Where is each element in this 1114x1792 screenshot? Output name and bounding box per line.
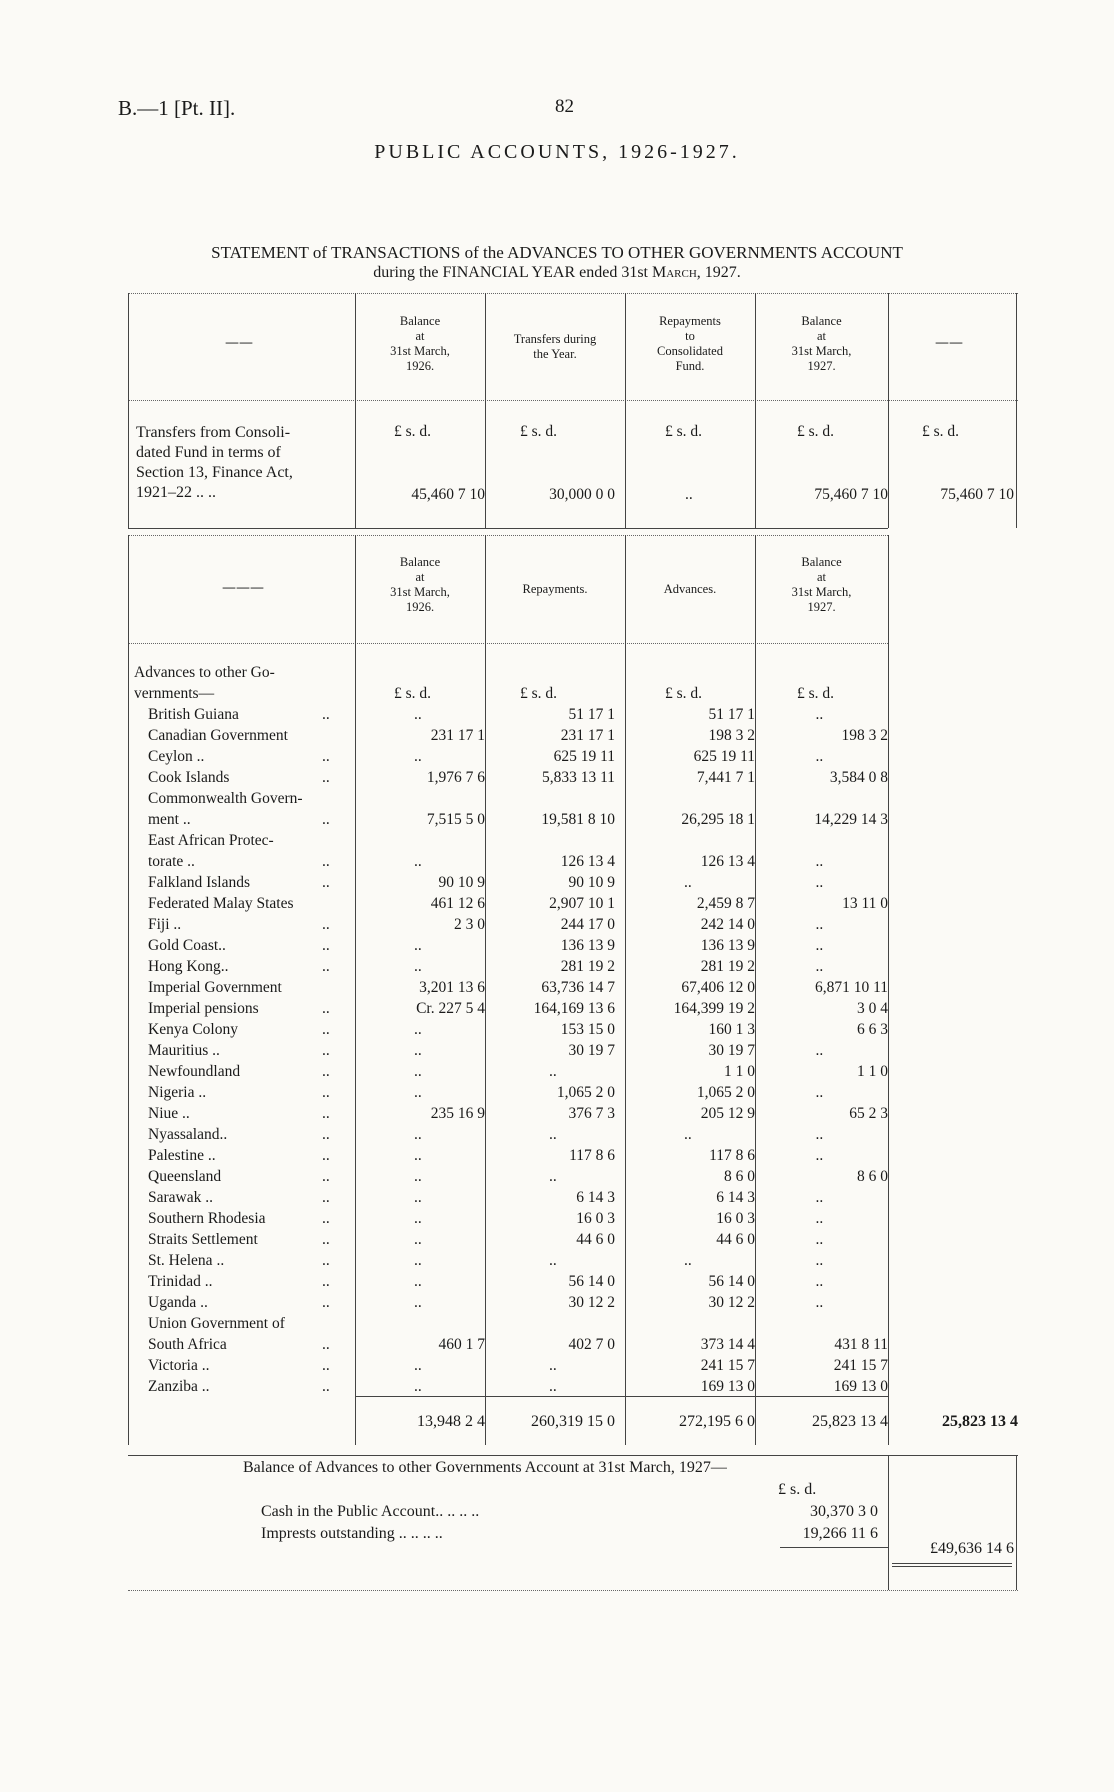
- row-balance-1926: ..: [414, 1042, 422, 1059]
- row-advances: 164,399 19 2: [673, 1000, 755, 1017]
- row-leader-dots: ..: [322, 1231, 330, 1248]
- row-advances: 117 8 6: [709, 1147, 755, 1164]
- table1-dash-left: ——: [225, 335, 253, 351]
- row-advances: 30 12 2: [708, 1294, 755, 1311]
- row-balance-1926: 2 3 0: [454, 916, 485, 933]
- row-leader-dots: ..: [322, 1168, 330, 1185]
- row-leader-dots: ..: [322, 874, 330, 891]
- row-advances: ..: [684, 1126, 692, 1143]
- table2-colhead-advances: Advances.: [663, 582, 717, 596]
- row-advances: ..: [684, 1252, 692, 1269]
- lsd-header: £ s. d.: [665, 685, 703, 702]
- balance-total-underline: [892, 1566, 1012, 1567]
- row-name: Falkland Islands: [148, 874, 251, 891]
- row-advances: 625 19 11: [693, 748, 755, 765]
- row-balance-1927: 1 1 0: [857, 1063, 888, 1080]
- balance-col-divider: [888, 1455, 889, 1590]
- table-row: [0, 748, 1114, 769]
- row-name: South Africa: [148, 1336, 227, 1353]
- lsd-header: £ s. d.: [922, 423, 960, 440]
- row-balance-1927: 169 13 0: [833, 1378, 888, 1395]
- row-advances: 26,295 18 1: [681, 811, 755, 828]
- row-balance-1927: ..: [815, 853, 824, 870]
- table1-colhead-balance-1926: Balance at 31st March, 1926.: [390, 314, 450, 373]
- table-row: [0, 1042, 1114, 1063]
- row-balance-1927: 14,229 14 3: [814, 811, 888, 828]
- cash-label: Cash in the Public Account.. .. .. ..: [261, 1503, 480, 1520]
- row-name: Ceylon ..: [148, 748, 205, 765]
- row-advances: 8 6 0: [724, 1168, 755, 1185]
- row-leader-dots: ..: [322, 1147, 330, 1164]
- row-repayments: 126 13 4: [560, 853, 615, 870]
- row-name: Palestine ..: [148, 1147, 216, 1164]
- table-row: [0, 874, 1114, 895]
- subtitle-part-a: during the FINANCIAL YEAR ended 31st: [373, 264, 652, 281]
- total-balance-1926: 13,948 2 4: [417, 1413, 485, 1430]
- lsd-header: £ s. d.: [394, 685, 432, 702]
- row-name: Victoria ..: [148, 1357, 210, 1374]
- table1-col-divider: [485, 293, 486, 528]
- lsd-header: £ s. d.: [797, 423, 835, 440]
- row-name: Fiji ..: [148, 916, 182, 933]
- row-name: Cook Islands: [148, 769, 230, 786]
- row-leader-dots: ..: [322, 1357, 330, 1374]
- row-balance-1927: ..: [815, 1147, 824, 1164]
- t1-balance-1927: 75,460 7 10: [814, 486, 888, 503]
- row-advances: 198 3 2: [708, 727, 755, 744]
- lsd-header: £ s. d.: [520, 685, 558, 702]
- row-balance-1927: ..: [815, 1273, 824, 1290]
- table-row: [0, 1105, 1114, 1126]
- balance-top-rule: [128, 1455, 1018, 1456]
- row-balance-1926: ..: [414, 1231, 422, 1248]
- row-balance-1926: 235 16 9: [430, 1105, 485, 1122]
- row-balance-1926: 231 17 1: [430, 727, 485, 744]
- table1-bottom-rule: [128, 528, 888, 529]
- balance-col-divider: [1016, 1455, 1017, 1590]
- row-balance-1926: ..: [414, 1252, 422, 1269]
- row-balance-1926: ..: [414, 1147, 422, 1164]
- table-row: [0, 1336, 1114, 1357]
- table1-col-divider: [1016, 293, 1017, 528]
- table-row: [0, 1084, 1114, 1105]
- table-row: [0, 1168, 1114, 1189]
- row-name: Hong Kong..: [148, 958, 229, 975]
- t1-total: 75,460 7 10: [940, 486, 1014, 503]
- row-balance-1926: ..: [414, 958, 422, 975]
- table-row: [0, 853, 1114, 874]
- row-advances: 56 14 0: [708, 1273, 755, 1290]
- row-repayments: ..: [549, 1378, 557, 1395]
- table-row: [0, 1357, 1114, 1378]
- t1-transfers: 30,000 0 0: [549, 486, 615, 503]
- row-balance-1926: ..: [414, 1021, 422, 1038]
- row-balance-1927: ..: [815, 958, 824, 975]
- row-leader-dots: ..: [322, 748, 330, 765]
- row-repayments: 376 7 3: [568, 1105, 615, 1122]
- row-balance-1927: ..: [815, 706, 824, 723]
- row-leader-dots: ..: [322, 958, 330, 975]
- row-repayments: 1,065 2 0: [556, 1084, 615, 1101]
- row-repayments: 30 19 7: [568, 1042, 615, 1059]
- row-name: Niue ..: [148, 1105, 190, 1122]
- row-balance-1927: ..: [815, 1252, 824, 1269]
- row-name: British Guiana: [148, 706, 239, 723]
- row-repayments: 90 10 9: [568, 874, 615, 891]
- row-balance-1926: 460 1 7: [438, 1336, 485, 1353]
- table-row: [0, 811, 1114, 832]
- row-advances: 242 14 0: [700, 916, 755, 933]
- table2-dash-left: ———: [222, 580, 264, 596]
- row-balance-1927: ..: [815, 874, 824, 891]
- row-balance-1926: 7,515 5 0: [426, 811, 485, 828]
- row-balance-1926: ..: [414, 1063, 422, 1080]
- lsd-header: £ s. d.: [394, 423, 432, 440]
- balance-total: £49,636 14 6: [930, 1540, 1014, 1557]
- row-balance-1927: ..: [815, 1126, 824, 1143]
- row-leader-dots: ..: [322, 1063, 330, 1080]
- row-name: St. Helena ..: [148, 1252, 225, 1269]
- row-balance-1927: ..: [815, 916, 824, 933]
- row-balance-1927: ..: [815, 1189, 824, 1206]
- table-row: [0, 1252, 1114, 1273]
- row-leader-dots: ..: [322, 1189, 330, 1206]
- cash-value: 30,370 3 0: [810, 1503, 878, 1520]
- row-repayments: 136 13 9: [560, 937, 615, 954]
- table2-colhead-balance-1926: Balance at 31st March, 1926.: [390, 555, 450, 614]
- row-balance-1926: ..: [414, 937, 422, 954]
- table-row: [0, 1294, 1114, 1315]
- table-row: [0, 916, 1114, 937]
- row-balance-1926: 461 12 6: [430, 895, 485, 912]
- row-repayments: 153 15 0: [560, 1021, 615, 1038]
- row-balance-1926: ..: [414, 1084, 422, 1101]
- row-repayments: 30 12 2: [568, 1294, 615, 1311]
- table-row: [0, 1021, 1114, 1042]
- row-balance-1926: ..: [414, 706, 422, 723]
- row-name: Federated Malay States: [148, 895, 294, 912]
- row-balance-1926: ..: [414, 1273, 422, 1290]
- row-leader-dots: ..: [322, 1021, 330, 1038]
- row-repayments: 19,581 8 10: [541, 811, 615, 828]
- row-name: torate ..: [148, 853, 195, 870]
- row-name: Trinidad ..: [148, 1273, 213, 1290]
- row-advances: 205 12 9: [700, 1105, 755, 1122]
- row-name: Nigeria ..: [148, 1084, 207, 1101]
- table-row: [0, 832, 1114, 853]
- balance-total-underline: [892, 1563, 1012, 1564]
- page-bottom-rule: [128, 1590, 1018, 1591]
- row-leader-dots: ..: [322, 1084, 330, 1101]
- statement-subtitle: [0, 264, 1114, 282]
- row-name: Uganda ..: [148, 1294, 208, 1311]
- table2-colhead-balance-1927: Balance at 31st March, 1927.: [791, 555, 852, 614]
- table1-col-divider: [888, 293, 889, 528]
- t1-repayments: ..: [685, 486, 693, 503]
- row-balance-1926: ..: [414, 853, 422, 870]
- table-row: [0, 937, 1114, 958]
- row-leader-dots: ..: [322, 706, 330, 723]
- balance-sum-rule: [780, 1547, 888, 1548]
- row-name: ment ..: [148, 811, 191, 828]
- row-balance-1927: 3 0 4: [857, 1000, 888, 1017]
- table-row: [0, 895, 1114, 916]
- row-balance-1927: 8 6 0: [857, 1168, 888, 1185]
- row-advances: 67,406 12 0: [681, 979, 755, 996]
- row-balance-1926: 3,201 13 6: [419, 979, 485, 996]
- row-advances: 169 13 0: [700, 1378, 755, 1395]
- row-balance-1926: ..: [414, 748, 422, 765]
- t1-balance-1926: 45,460 7 10: [411, 486, 485, 503]
- row-name: Imperial pensions: [148, 1000, 259, 1017]
- row-leader-dots: ..: [322, 1273, 330, 1290]
- row-name: Zanziba ..: [148, 1378, 210, 1395]
- table-row: [0, 790, 1114, 811]
- row-leader-dots: ..: [322, 1336, 330, 1353]
- row-name: Imperial Government: [148, 979, 282, 996]
- row-leader-dots: ..: [322, 1210, 330, 1227]
- row-balance-1926: 90 10 9: [438, 874, 485, 891]
- page-number: 82: [555, 96, 574, 117]
- table-row: [0, 1210, 1114, 1231]
- table-row: [0, 958, 1114, 979]
- row-name: Commonwealth Govern-: [148, 790, 303, 807]
- lsd-header: £ s. d.: [797, 685, 835, 702]
- row-balance-1927: ..: [815, 1294, 824, 1311]
- row-balance-1926: Cr. 227 5 4: [416, 1000, 485, 1017]
- grand-total: 25,823 13 4: [942, 1413, 1018, 1430]
- row-repayments: ..: [549, 1252, 557, 1269]
- row-leader-dots: ..: [322, 769, 330, 786]
- table1-header-rule: [128, 400, 1018, 401]
- row-advances: 160 1 3: [708, 1021, 755, 1038]
- total-balance-1927: 25,823 13 4: [812, 1413, 888, 1430]
- row-name: Nyassaland..: [148, 1126, 228, 1143]
- row-leader-dots: ..: [322, 1252, 330, 1269]
- row-repayments: ..: [549, 1357, 557, 1374]
- row-name: Kenya Colony: [148, 1021, 238, 1038]
- row-repayments: 625 19 11: [553, 748, 615, 765]
- row-repayments: 231 17 1: [560, 727, 615, 744]
- row-balance-1927: 65 2 3: [849, 1105, 888, 1122]
- row-advances: 126 13 4: [700, 853, 755, 870]
- row-leader-dots: ..: [322, 916, 330, 933]
- row-repayments: 56 14 0: [568, 1273, 615, 1290]
- row-leader-dots: ..: [322, 853, 330, 870]
- row-name: Union Government of: [148, 1315, 285, 1332]
- row-balance-1927: ..: [815, 1084, 824, 1101]
- subtitle-part-c: , 1927.: [696, 264, 741, 281]
- row-repayments: ..: [549, 1168, 557, 1185]
- table-row: [0, 1000, 1114, 1021]
- row-balance-1926: ..: [414, 1189, 422, 1206]
- row-balance-1927: 241 15 7: [833, 1357, 888, 1374]
- row-name: Gold Coast..: [148, 937, 226, 954]
- row-repayments: 16 0 3: [576, 1210, 615, 1227]
- document-reference: B.—1 [Pt. II].: [118, 96, 236, 120]
- imprests-value: 19,266 11 6: [802, 1525, 878, 1542]
- table2-top-rule: [128, 535, 888, 536]
- row-advances: 281 19 2: [700, 958, 755, 975]
- table1-colhead-balance-1927: Balance at 31st March, 1927.: [791, 314, 852, 373]
- table1-colhead-transfers: Transfers during the Year.: [513, 332, 597, 361]
- table1-colhead-repayments: Repayments to Consolidated Fund.: [657, 314, 723, 373]
- row-balance-1927: ..: [815, 748, 824, 765]
- row-advances: 136 13 9: [700, 937, 755, 954]
- row-balance-1927: ..: [815, 1210, 824, 1227]
- table-row: [0, 1315, 1114, 1336]
- row-name: Sarawak ..: [148, 1189, 213, 1206]
- row-balance-1927: 198 3 2: [841, 727, 888, 744]
- row-repayments: 281 19 2: [560, 958, 615, 975]
- row-name: Newfoundland: [148, 1063, 241, 1080]
- row-advances: 1 1 0: [724, 1063, 755, 1080]
- row-name: East African Protec-: [148, 832, 274, 849]
- row-repayments: 402 7 0: [568, 1336, 615, 1353]
- lsd-header: £ s. d.: [520, 423, 558, 440]
- table-row: [0, 1189, 1114, 1210]
- table2-header-rule: [128, 643, 888, 644]
- row-balance-1927: 3,584 0 8: [829, 769, 888, 786]
- table-row: [0, 1231, 1114, 1252]
- table-row: [0, 1126, 1114, 1147]
- totals-rule: [355, 1396, 888, 1397]
- row-balance-1927: 6,871 10 11: [814, 979, 888, 996]
- row-balance-1927: ..: [815, 937, 824, 954]
- transfers-description: Transfers from Consoli- dated Fund in terms of Section 13, Finance Act, 1921–22 .. ..: [136, 424, 293, 501]
- row-repayments: 164,169 13 6: [533, 1000, 615, 1017]
- row-balance-1926: ..: [414, 1210, 422, 1227]
- table1-top-rule: [128, 293, 1018, 294]
- row-balance-1926: ..: [414, 1168, 422, 1185]
- row-name: Queensland: [148, 1168, 222, 1185]
- row-repayments: ..: [549, 1063, 557, 1080]
- row-balance-1926: ..: [414, 1294, 422, 1311]
- table-row: [0, 706, 1114, 727]
- row-leader-dots: ..: [322, 811, 330, 828]
- table-row: [0, 769, 1114, 790]
- row-repayments: 44 6 0: [576, 1231, 615, 1248]
- row-repayments: 6 14 3: [576, 1189, 615, 1206]
- row-advances: 2,459 8 7: [696, 895, 755, 912]
- row-balance-1926: 1,976 7 6: [426, 769, 485, 786]
- row-name: Southern Rhodesia: [148, 1210, 266, 1227]
- row-repayments: 244 17 0: [560, 916, 615, 933]
- balance-lsd: £ s. d.: [778, 1481, 817, 1498]
- row-advances: 1,065 2 0: [696, 1084, 755, 1101]
- row-repayments: 63,736 14 7: [541, 979, 615, 996]
- row-advances: 44 6 0: [716, 1231, 755, 1248]
- row-repayments: 5,833 13 11: [541, 769, 615, 786]
- row-advances: 7,441 7 1: [696, 769, 755, 786]
- row-leader-dots: ..: [322, 937, 330, 954]
- total-advances: 272,195 6 0: [679, 1413, 755, 1430]
- row-leader-dots: ..: [322, 1042, 330, 1059]
- row-leader-dots: ..: [322, 1294, 330, 1311]
- table-row: [0, 1063, 1114, 1084]
- row-repayments: ..: [549, 1126, 557, 1143]
- row-name: Straits Settlement: [148, 1231, 258, 1248]
- row-balance-1927: ..: [815, 1231, 824, 1248]
- row-leader-dots: ..: [322, 1378, 330, 1395]
- table-row: [0, 1147, 1114, 1168]
- row-balance-1927: 431 8 11: [834, 1336, 888, 1353]
- total-repayments: 260,319 15 0: [531, 1413, 615, 1430]
- imprests-label: Imprests outstanding .. .. .. ..: [261, 1525, 443, 1542]
- balance-heading: Balance of Advances to other Governments Account at 31st March, 1927—: [243, 1459, 727, 1476]
- row-leader-dots: ..: [322, 1126, 330, 1143]
- row-advances: 30 19 7: [708, 1042, 755, 1059]
- row-advances: 241 15 7: [700, 1357, 755, 1374]
- row-leader-dots: ..: [322, 1105, 330, 1122]
- row-repayments: 2,907 10 1: [549, 895, 615, 912]
- row-advances: 16 0 3: [716, 1210, 755, 1227]
- lsd-header: £ s. d.: [665, 423, 703, 440]
- row-advances: 51 17 1: [708, 706, 755, 723]
- row-balance-1927: 13 11 0: [842, 895, 888, 912]
- row-leader-dots: ..: [322, 1000, 330, 1017]
- table1-dash-right: ——: [935, 335, 963, 351]
- page-title: PUBLIC ACCOUNTS, 1926-1927.: [374, 141, 740, 163]
- row-name: Mauritius ..: [148, 1042, 220, 1059]
- row-name: Canadian Government: [148, 727, 288, 744]
- table-row: [0, 1273, 1114, 1294]
- table1-col-divider: [128, 293, 129, 528]
- table-row: [0, 727, 1114, 748]
- subtitle-month: March: [651, 264, 697, 281]
- row-repayments: 51 17 1: [568, 706, 615, 723]
- row-balance-1926: ..: [414, 1378, 422, 1395]
- row-balance-1927: 6 6 3: [857, 1021, 888, 1038]
- row-advances: ..: [684, 874, 692, 891]
- statement-title: STATEMENT of TRANSACTIONS of the ADVANCES TO OTHER GOVERNMENTS ACCOUNT: [211, 243, 903, 262]
- table2-colhead-repayments: Repayments.: [522, 582, 588, 596]
- row-advances: 373 14 4: [700, 1336, 755, 1353]
- row-repayments: 117 8 6: [569, 1147, 615, 1164]
- row-balance-1927: ..: [815, 1042, 824, 1059]
- table-row: [0, 979, 1114, 1000]
- row-balance-1926: ..: [414, 1357, 422, 1374]
- row-advances: 6 14 3: [716, 1189, 755, 1206]
- row-balance-1926: ..: [414, 1126, 422, 1143]
